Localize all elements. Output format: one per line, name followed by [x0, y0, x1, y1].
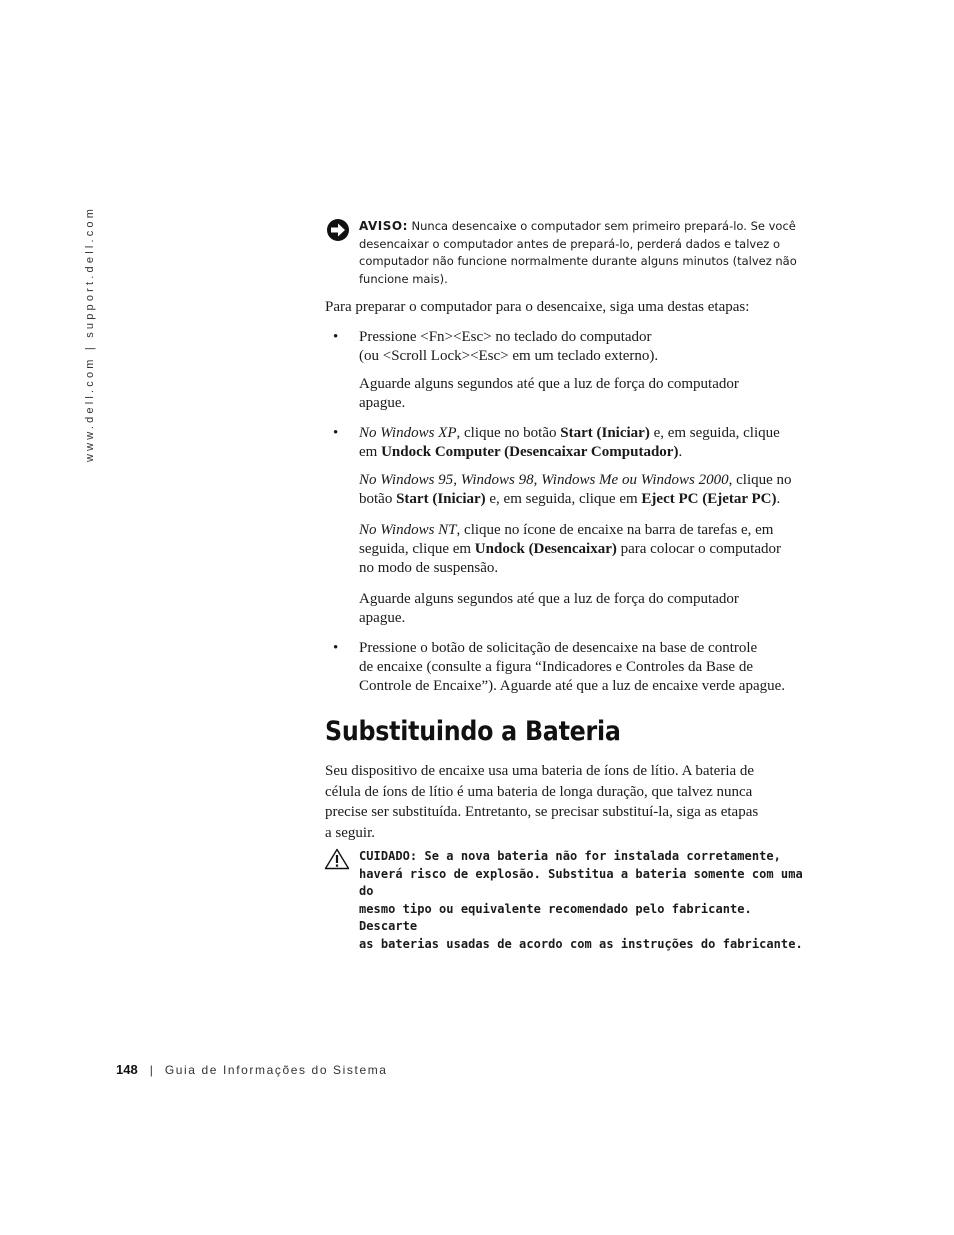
bullet-3: • — [333, 640, 339, 656]
bullet-1: • — [333, 329, 339, 345]
step1-wait: Aguarde alguns segundos até que a luz de força do computador apague. — [359, 376, 739, 411]
notice-line: Nunca desencaixe o computador sem primeiro prepará-lo. Se você — [411, 219, 796, 233]
section-paragraph: Seu dispositivo de encaixe usa uma bateria de íons de lítio. A bateria de célula de íons de lítio é uma bateria de longa duração, que talvez nunca precise ser substituída. Entretanto, se precisar substituí-la, siga as etapas a seguir. — [325, 763, 759, 841]
step2-xp: No Windows XP, clique no botão Start (Iniciar) e, em seguida, clique em Undock Computer (Desencaixar Computador). — [359, 425, 780, 460]
caution-line: Se a nova bateria não for instalada corretamente, — [417, 849, 781, 863]
notice-label: AVISO: — [359, 219, 408, 233]
notice-line: funcione mais). — [359, 271, 448, 286]
step2-nt: No Windows NT, clique no ícone de encaixe na barra de tarefas e, em seguida, clique em Undock (Desencaixar) para colocar o computador no modo de suspensão. — [359, 522, 781, 576]
notice-line: desencaixar o computador antes de prepará-lo, perderá dados e talvez o — [359, 236, 781, 251]
step3-text: Pressione o botão de solicitação de desencaixe na base de controle de encaixe (consulte a figura “Indicadores e Controles da Base de Controle de Encaixe”). Aguarde até que a luz de encaixe verde apague. — [359, 640, 786, 694]
caution-line: as baterias usadas de acordo com as instruções do fabricante. — [359, 936, 803, 951]
bullet-2: • — [333, 425, 339, 441]
warning-triangle-icon — [324, 848, 350, 870]
caution-text — [359, 848, 814, 953]
sidebar-url: www.dell.com | support.dell.com — [84, 205, 96, 462]
footer-title: Guia de Informações do Sistema — [164, 1063, 388, 1077]
step2-95-2000: No Windows 95, Windows 98, Windows Me ou Windows 2000, clique no botão Start (Iniciar) e, em seguida, clique em Eject PC (Ejetar PC). — [359, 472, 792, 507]
caution-line: mesmo tipo ou equivalente recomendado pelo fabricante. Descarte — [359, 901, 752, 933]
footer-separator: | — [149, 1063, 153, 1077]
step1-text: Pressione <Fn><Esc> no teclado do computador (ou <Scroll Lock><Esc> em um teclado externo). — [359, 329, 659, 364]
caution-block — [324, 848, 814, 953]
caution-line: haverá risco de explosão. Substitua a bateria somente com uma do — [359, 866, 803, 898]
page-number: 148 — [116, 1062, 138, 1077]
section-heading: Substituindo a Bateria — [325, 716, 621, 747]
notice-text — [359, 218, 806, 288]
step2-wait: Aguarde alguns segundos até que a luz de força do computador apague. — [359, 591, 739, 626]
notice-arrow-icon — [326, 218, 350, 242]
page-footer — [116, 1062, 388, 1077]
intro-paragraph: Para preparar o computador para o desencaixe, siga uma destas etapas: — [325, 299, 750, 315]
caution-label: CUIDADO: — [359, 849, 418, 863]
notice-block — [326, 218, 806, 288]
notice-line: computador não funcione normalmente durante alguns minutos (talvez não — [359, 254, 797, 268]
